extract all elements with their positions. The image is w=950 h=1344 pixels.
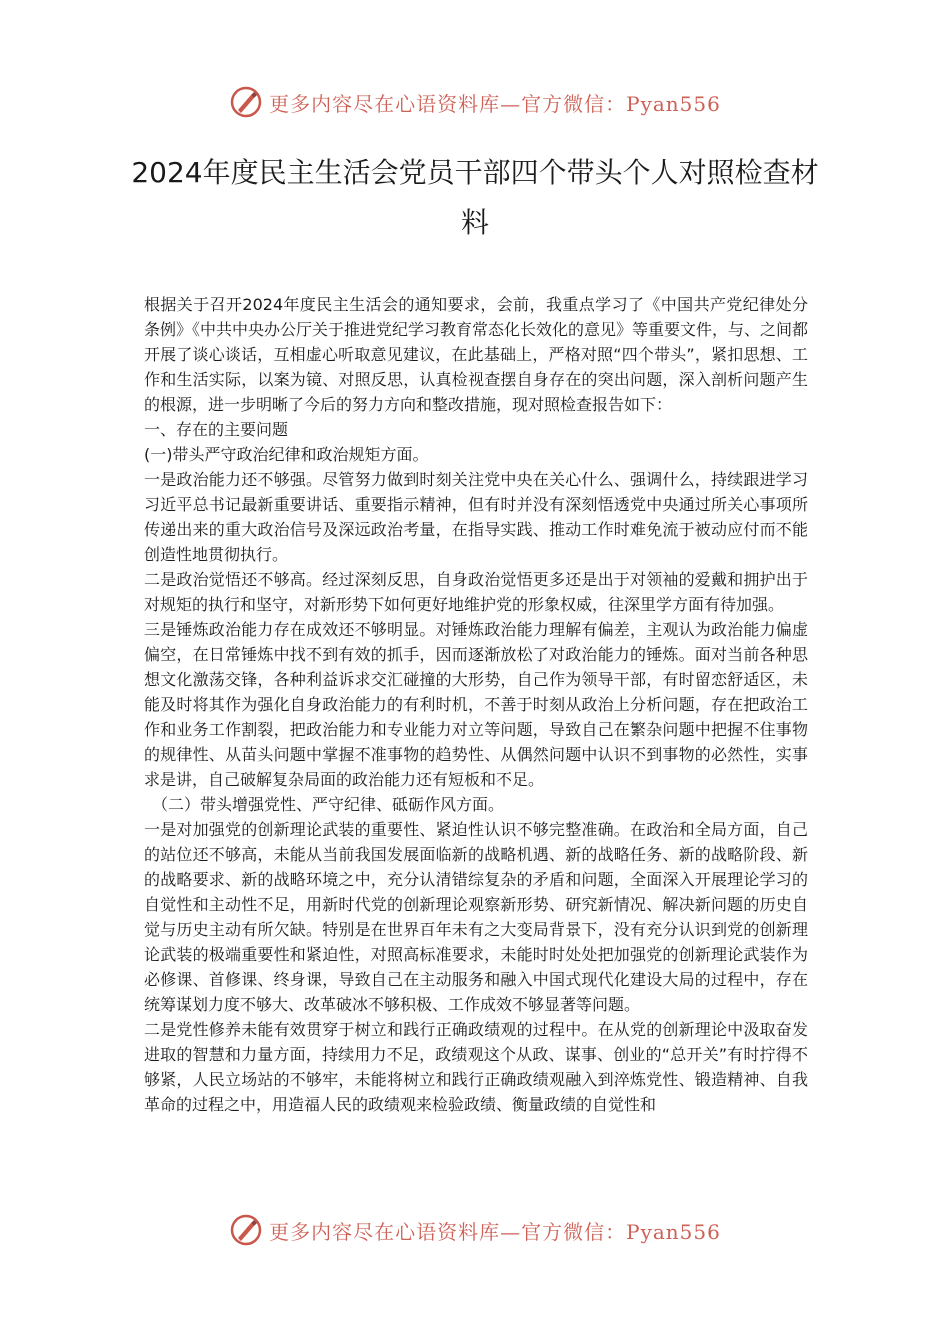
document-body — [144, 292, 808, 1117]
body-paragraph: 二是党性修养未能有效贯穿于树立和践行正确政绩观的过程中。在从党的创新理论中汲取奋发进取的智慧和力量方面，持续用力不足，政绩观这个从政、谋事、创业的“总开关”有时拧得不够紧，人民立场站的不够牢，未能将树立和践行正确政绩观融入到淬炼党性、锻造精神、自我革命的过程之中，用造福人民的政绩观来检验政绩、衡量政绩的自觉性和 — [144, 1020, 808, 1114]
body-paragraph: 一是对加强党的创新理论武装的重要性、紧迫性认识不够完整准确。在政治和全局方面，自己的站位还不够高，未能从当前我国发展面临新的战略机遇、新的战略任务、新的战略阶段、新的战略要求、新的战略环境之中，充分认清错综复杂的矛盾和问题，全面深入开展理论学习的自觉性和主动性不足，用新时代党的创新理论观察新形势、研究新情况、解决新问题的历史自觉与历史主动有所欠缺。特别是在世界百年未有之大变局背景下，没有充分认识到党的创新理论武装的极端重要性和紧迫性，对照高标准要求，未能时时处处把加强党的创新理论武装作为必修课、首修课、终身课，导致自己在主动服务和融入中国式现代化建设大局的过程中，存在统筹谋划力度不够大、改革破冰不够积极、工作成效不够显著等问题。 — [144, 820, 808, 1014]
watermark-banner-bottom — [0, 1210, 950, 1250]
body-paragraph: 一是政治能力还不够强。尽管努力做到时刻关注党中央在关心什么、强调什么，持续跟进学习习近平总书记最新重要讲话、重要指示精神，但有时并没有深刻悟透党中央通过所关心事项所传递出来的重大政治信号及深远政治考量，在指导实践、推动工作时难免流于被动应付而不能创造性地贯彻执行。 — [144, 470, 808, 564]
pen-logo-icon — [229, 85, 263, 119]
watermark-text: 更多内容尽在心语资料库—官方微信：Pyan556 — [269, 1219, 721, 1244]
subsection-heading: (一)带头严守政治纪律和政治规矩方面。 — [144, 445, 429, 464]
document-title: 2024年度民主生活会党员干部四个带头个人对照检查材料 — [131, 156, 819, 239]
pen-logo-icon — [229, 1213, 263, 1247]
section-heading: 一、存在的主要问题 — [144, 420, 289, 439]
intro-paragraph: 根据关于召开2024年度民主生活会的通知要求，会前，我重点学习了《中国共产党纪律处分条例》《中共中央办公厅关于推进党纪学习教育常态化长效化的意见》等重要文件，与、之间都开展了谈心谈话，互相虚心听取意见建议，在此基础上，严格对照“四个带头”，紧扣思想、工作和生活实际，以案为镜、对照反思，认真检视查摆自身存在的突出问题，深入剖析问题产生的根源，进一步明晰了今后的努力方向和整改措施，现对照检查报告如下： — [144, 295, 809, 414]
watermark-banner-top — [0, 82, 950, 122]
body-paragraph: 三是锤炼政治能力存在成效还不够明显。对锤炼政治能力理解有偏差，主观认为政治能力偏虚偏空，在日常锤炼中找不到有效的抓手，因而逐渐放松了对政治能力的锤炼。面对当前各种思想文化激荡交锋，各种利益诉求交汇碰撞的大形势，自己作为领导干部，有时留恋舒适区，未能及时将其作为强化自身政治能力的有利时机，不善于时刻从政治上分析问题，存在把政治工作和业务工作割裂，把政治能力和专业能力对立等问题，导致自己在繁杂问题中把握不住事物的规律性、从苗头问题中掌握不准事物的趋势性、从偶然问题中认识不到事物的必然性，实事求是讲，自己破解复杂局面的政治能力还有短板和不足。 — [144, 620, 808, 789]
subsection-heading: （二）带头增强党性、严守纪律、砥砺作风方面。 — [152, 795, 505, 814]
body-paragraph: 二是政治觉悟还不够高。经过深刻反思，自身政治觉悟更多还是出于对领袖的爱戴和拥护出于对规矩的执行和坚守，对新形势下如何更好地维护党的形象权威，往深里学方面有待加强。 — [144, 570, 808, 614]
watermark-text: 更多内容尽在心语资料库—官方微信：Pyan556 — [269, 91, 721, 116]
